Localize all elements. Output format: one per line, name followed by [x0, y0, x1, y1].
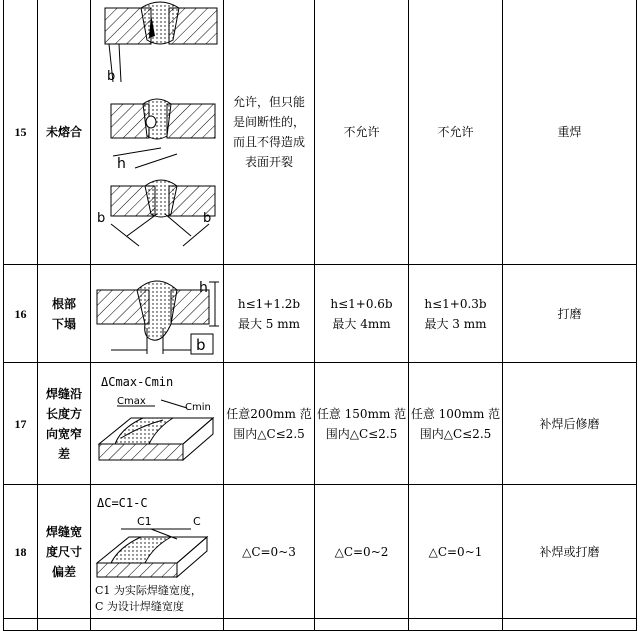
repair-method: 补焊或打磨 — [503, 485, 637, 619]
table-row — [4, 0, 637, 265]
defect-name: 焊缝沿 长度方 向宽窄 差 — [38, 363, 91, 485]
table-row — [4, 265, 637, 363]
grade-3-requirement: 不允许 — [409, 0, 503, 265]
fig-label-h: h — [199, 279, 208, 296]
grade-2-requirement: 任意 150mm 范 围内△C≤2.5 — [315, 363, 409, 485]
repair-method: 补焊后修磨 — [503, 363, 637, 485]
fig-formula: ΔC=C1-C — [97, 495, 148, 510]
fig-label-b: b — [97, 210, 106, 226]
width-variation-diagram — [91, 364, 224, 484]
width-variation-figure — [91, 363, 224, 485]
row-number: 15 — [4, 0, 38, 265]
grade-3-requirement: △C=0~1 — [409, 485, 503, 619]
fig-label-b: b — [203, 210, 212, 226]
weld-defect-table — [3, 0, 637, 631]
defect-name: 焊缝宽 度尺寸 偏差 — [38, 485, 91, 619]
fig-formula: ΔCmax-Cmin — [101, 374, 174, 389]
repair-method: 重焊 — [503, 0, 637, 265]
grade-1-requirement: △C=0~3 — [224, 485, 315, 619]
defect-name: 未熔合 — [38, 0, 91, 265]
grade-3-requirement: h≤1+0.3b 最大 3 mm — [409, 265, 503, 363]
root-sag-figure — [91, 265, 224, 363]
root-sag-diagram — [91, 266, 224, 362]
table-row — [4, 363, 637, 485]
defect-name: 根部 下塌 — [38, 265, 91, 363]
lack-of-fusion-diagram — [91, 0, 224, 264]
fig-label-c1: C1 — [137, 514, 152, 528]
width-deviation-figure — [91, 485, 224, 619]
row-number: 16 — [4, 265, 38, 363]
fusion-defect-figure — [91, 0, 224, 265]
row-number: 18 — [4, 485, 38, 619]
fig-label-b: b — [107, 68, 116, 84]
grade-2-requirement: 不允许 — [315, 0, 409, 265]
grade-2-requirement: △C=0~2 — [315, 485, 409, 619]
grade-2-requirement: h≤1+0.6b 最大 4mm — [315, 265, 409, 363]
grade-1-requirement: 允许，但只能 是间断性的， 而且不得造成 表面开裂 — [224, 0, 315, 265]
fig-label-cmax: Cmax — [117, 395, 146, 407]
grade-3-requirement: 任意 100mm 范 围内△C≤2.5 — [409, 363, 503, 485]
grade-1-requirement: 任意200mm 范 围内△C≤2.5 — [224, 363, 315, 485]
fig-label-cmin: Cmin — [185, 401, 211, 413]
fig-label-b: b — [196, 335, 206, 354]
repair-method: 打磨 — [503, 265, 637, 363]
figure-caption-line: C1 为实际焊缝宽度， — [95, 583, 202, 597]
row-number: 17 — [4, 363, 38, 485]
figure-caption-line: C 为设计焊缝宽度 — [95, 599, 184, 613]
grade-1-requirement: h≤1+1.2b 最大 5 mm — [224, 265, 315, 363]
table-row — [4, 485, 637, 619]
fig-label-c: C — [193, 514, 201, 528]
fig-label-h: h — [117, 155, 126, 172]
table-row — [4, 619, 637, 631]
width-deviation-diagram — [91, 489, 224, 583]
